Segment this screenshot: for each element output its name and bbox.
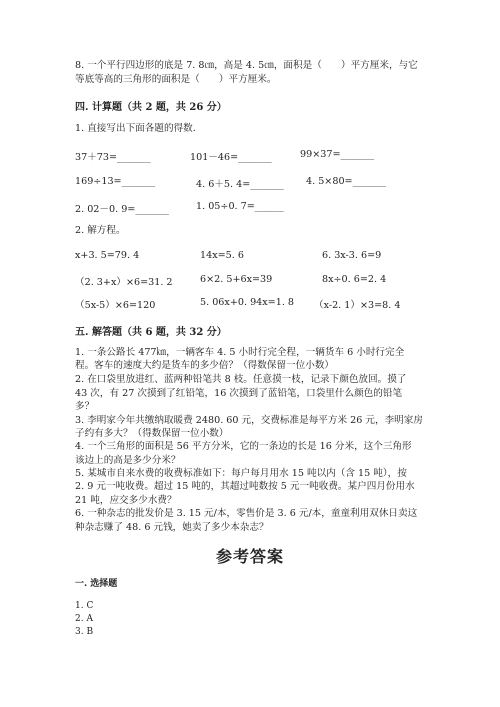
problem-line: 3. 李明家今年共缴纳取暖费 2480. 60 元，交费标准是每平方米 26 元，李明家房 [75, 415, 423, 426]
calc-item: 4. 6＋5. 4=_______ [196, 179, 284, 190]
problem-line: 5. 某城市自来水费的收费标准如下：每户每月用水 15 吨以内（含 15 吨），按 [75, 468, 407, 479]
q8-line-2: 等底等高的三角形的面积是（ ）平方厘米。 [75, 74, 277, 85]
calc-item: 37＋73=_______ [75, 152, 151, 163]
answer-item: 1. C [75, 601, 94, 611]
problem-line: 6. 一种杂志的批发价是 3. 15 元/本，零售价是 3. 6 元/本，童童利用双休日卖这 [75, 508, 418, 519]
equation-item: （5x-5）×6=120 [75, 300, 156, 311]
problem-line: 21 吨，应交多少水费？ [75, 495, 177, 506]
problem-line: 种杂志赚了 48. 6 元钱，她卖了多少本杂志？ [75, 522, 269, 533]
equation-item: （2. 3+x）×6=31. 2 [75, 277, 173, 288]
calc-q2-title: 2. 解方程。 [75, 225, 126, 236]
problem-line: 子约有多大？（得数保留一位小数） [75, 428, 229, 439]
problem-line: 多？ [75, 401, 95, 412]
calc-item: 169÷13=_______ [75, 176, 156, 187]
equation-item: 8x÷0. 6=2. 4 [322, 274, 387, 285]
equation-item: 14x=5. 6 [200, 250, 244, 261]
section5-heading: 五. 解答题（共 6 题，共 32 分） [75, 327, 227, 338]
problem-line: 1. 一条公路长 477㎞，一辆客车 4. 5 小时行完全程，一辆货车 6 小时行完全 [75, 347, 405, 358]
problem-line: 4. 一个三角形的面积是 56 平方分米，它的一条边的长是 16 分米，这个三角形 [75, 441, 412, 452]
equation-item: 5. 06x+0. 94x=1. 8 [200, 297, 295, 308]
answers-title: 参考答案 [215, 547, 284, 566]
problem-line: 该边上的高是多少分米？ [75, 455, 181, 466]
answers-subheading: 一. 选择题 [75, 579, 118, 589]
equation-item: （x-2. 1）×3=8. 4 [314, 300, 401, 311]
calc-item: 101－46=_______ [190, 152, 272, 163]
answer-item: 3. B [75, 627, 94, 637]
problem-line: 2. 9 元一吨收费。超过 15 吨的，其超过吨数按 5 元一吨收费。某户四月份用水 [75, 481, 415, 492]
problem-line: 程。客车的速度大约是货车的多少倍？（得数保留一位小数） [75, 360, 335, 371]
calc-item: 99×37=_______ [300, 149, 375, 160]
problem-line: 43 次，有 27 次摸到了红铅笔，16 次摸到了蓝铅笔，口袋里什么颜色的铅笔 [75, 388, 403, 399]
problem-line: 2. 在口袋里放进红、蓝两种铅笔共 8 枝。任意摸一枝，记录下颜色放回。摸了 [75, 374, 407, 385]
section4-heading: 四. 计算题（共 2 题，共 26 分） [75, 102, 227, 113]
calc-q1-title: 1. 直接写出下面各题的得数. [75, 123, 196, 134]
calc-item: 1. 05÷0. 7=______ [196, 201, 284, 212]
equation-item: x+3. 5=79. 4 [75, 250, 140, 261]
calc-item: 2. 02－0. 9=_______ [75, 204, 169, 215]
q8-line-1: 8. 一个平行四边形的底是 7. 8㎝，高是 4. 5㎝，面积是（ ）平方厘米，与它 [75, 60, 418, 71]
equation-item: 6×2. 5+6x=39 [200, 274, 273, 285]
equation-item: 6. 3x-3. 6=9 [322, 250, 382, 261]
answer-item: 2. A [75, 614, 93, 624]
calc-item: 4. 5×80=_______ [306, 176, 387, 187]
